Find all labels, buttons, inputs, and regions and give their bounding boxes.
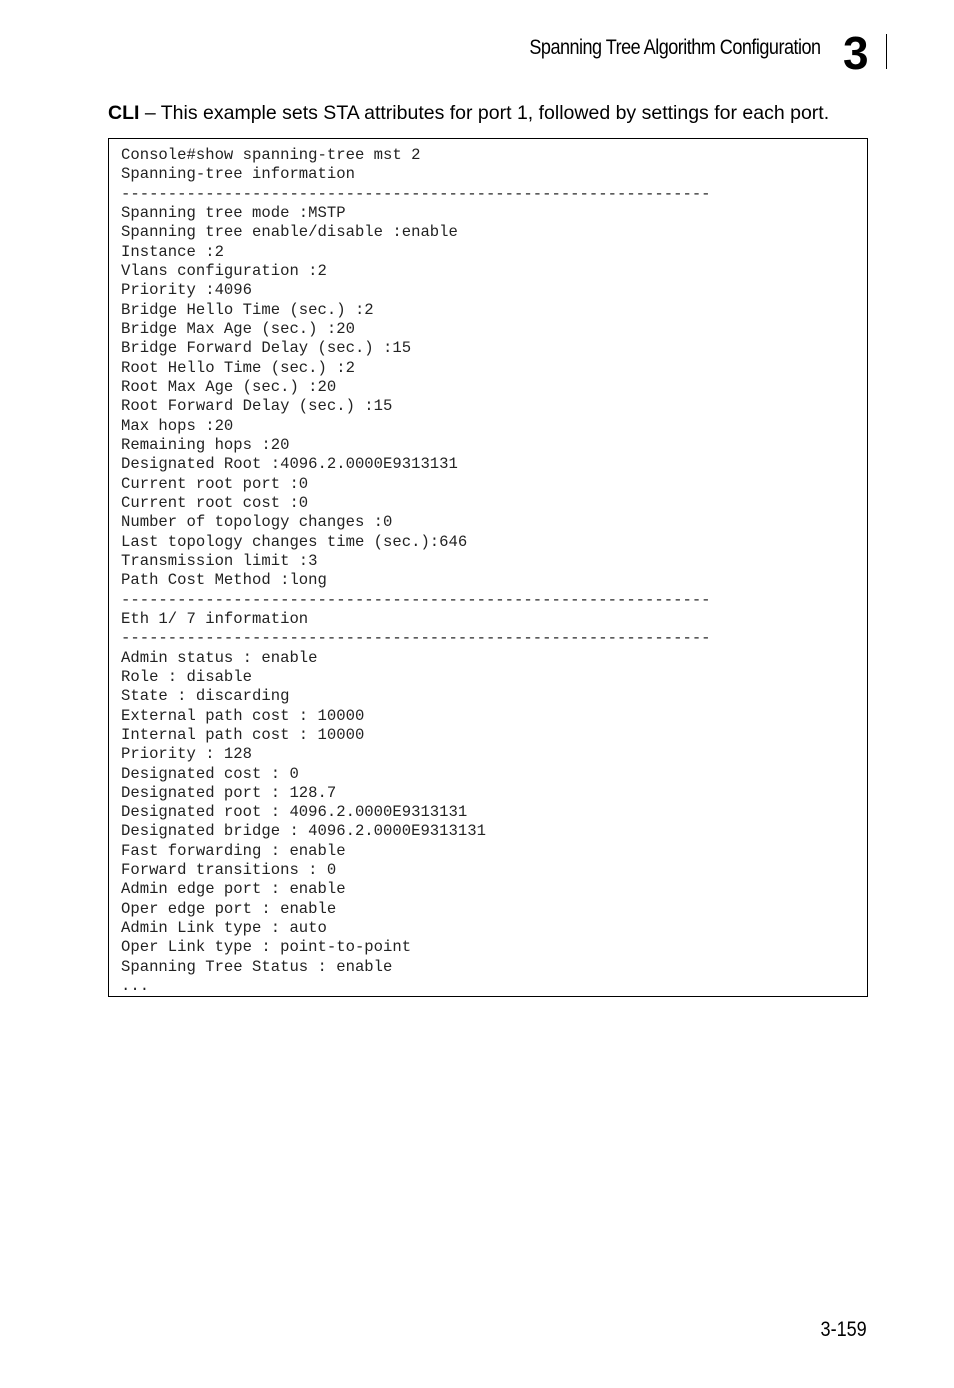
console-line: Admin status : enable	[121, 648, 318, 667]
console-line: Path Cost Method :long	[121, 571, 327, 590]
console-line: Bridge Max Age (sec.) :20	[121, 319, 355, 338]
page-number: 3-159	[820, 1318, 867, 1341]
console-line: Spanning Tree Status : enable	[121, 957, 393, 976]
console-output-box	[108, 138, 868, 997]
console-line: Admin Link type : auto	[121, 919, 327, 938]
console-line: External path cost : 10000	[121, 706, 365, 725]
console-line: Remaining hops :20	[121, 435, 290, 454]
console-line: Designated bridge : 4096.2.0000E9313131	[121, 822, 486, 841]
console-line: Last topology changes time (sec.):646	[121, 532, 468, 551]
console-line: Root Hello Time (sec.) :2	[121, 358, 355, 377]
console-line: Transmission limit :3	[121, 551, 318, 570]
console-line: Bridge Hello Time (sec.) :2	[121, 300, 374, 319]
chapter-number: 3	[843, 27, 869, 79]
console-line: Designated root : 4096.2.0000E9313131	[121, 803, 468, 822]
console-line: Internal path cost : 10000	[121, 725, 365, 744]
console-line: Designated cost : 0	[121, 764, 299, 783]
console-line: Priority :4096	[121, 281, 253, 300]
chapter-divider	[886, 34, 887, 69]
console-line: Current root port :0	[121, 474, 309, 493]
console-line: Root Max Age (sec.) :20	[121, 377, 337, 396]
console-line: Vlans configuration :2	[121, 261, 327, 280]
console-line: ...	[121, 977, 150, 996]
console-line: State : discarding	[121, 687, 290, 706]
console-line: Bridge Forward Delay (sec.) :15	[121, 339, 412, 358]
running-header-title: Spanning Tree Algorithm Configuration	[529, 36, 821, 59]
console-line: Instance :2	[121, 242, 224, 261]
console-line: Console#show spanning-tree mst 2	[121, 146, 421, 164]
intro-paragraph	[108, 102, 829, 125]
console-line: Oper Link type : point-to-point	[121, 938, 412, 957]
console-line: Oper edge port : enable	[121, 899, 337, 918]
console-line: Number of topology changes :0	[121, 513, 393, 532]
cli-label: CLI	[108, 102, 140, 124]
intro-text: – This example sets STA attributes for port 1, followed by settings for each port.	[139, 102, 830, 124]
console-output-lines	[121, 146, 711, 996]
console-line: Designated Root :4096.2.0000E9313131	[121, 455, 458, 474]
console-line: ---------------------------------------------------------------	[121, 590, 711, 609]
console-line: Max hops :20	[121, 416, 234, 435]
console-line: ---------------------------------------------------------------	[121, 629, 711, 648]
console-line: ---------------------------------------------------------------	[121, 184, 711, 203]
console-line: Eth 1/ 7 information	[121, 609, 309, 628]
console-line: Forward transitions : 0	[121, 861, 337, 880]
console-line: Admin edge port : enable	[121, 880, 346, 899]
console-line: Spanning tree mode :MSTP	[121, 203, 346, 222]
console-line: Spanning tree enable/disable :enable	[121, 223, 458, 242]
console-line: Current root cost :0	[121, 493, 309, 512]
console-line: Designated port : 128.7	[121, 783, 337, 802]
console-line: Spanning-tree information	[121, 165, 355, 184]
console-line: Priority : 128	[121, 745, 253, 764]
console-line: Fast forwarding : enable	[121, 841, 346, 860]
console-line: Role : disable	[121, 667, 253, 686]
console-line: Root Forward Delay (sec.) :15	[121, 397, 393, 416]
